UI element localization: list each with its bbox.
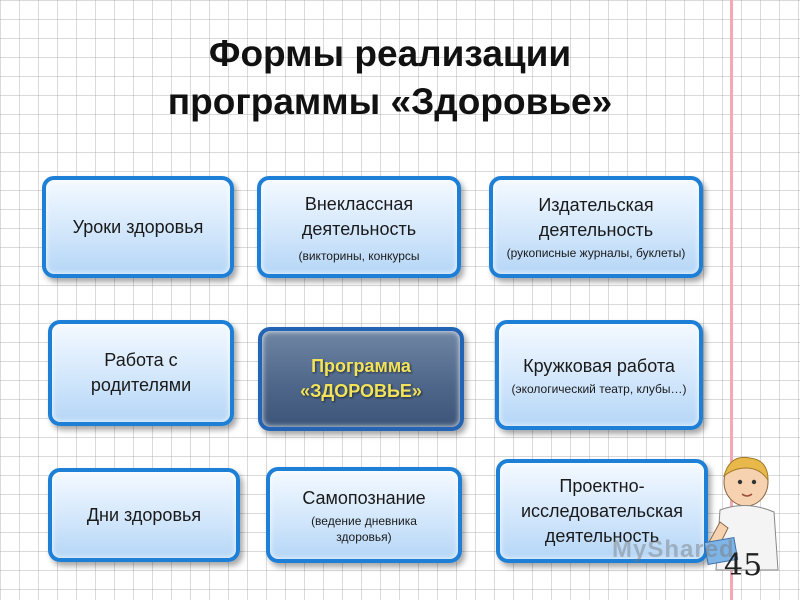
- box-parents-work-label: Работа с родителями: [90, 350, 192, 395]
- box-clubs: [495, 320, 703, 430]
- box-extracurricular-label: Внеклассная деятельность: [301, 194, 417, 239]
- box-health-days: [48, 468, 240, 562]
- box-publishing: [489, 176, 703, 278]
- box-publishing-note: (рукописные журналы, буклеты): [506, 246, 686, 260]
- box-clubs-label: Кружковая работа: [523, 355, 675, 376]
- box-health-lessons: [42, 176, 234, 278]
- box-program-center: [258, 327, 464, 431]
- slide-page-number: 45: [724, 548, 763, 583]
- box-program-center-label: Программа «ЗДОРОВЬЕ»: [300, 356, 422, 401]
- watermark-text: MyShared: [612, 536, 735, 563]
- box-health-lessons-label: Уроки здоровья: [72, 216, 204, 237]
- box-self-knowledge-note: (ведение дневника здоровья): [311, 513, 417, 544]
- title-line-2: программы «Здоровье»: [167, 81, 613, 122]
- title-line-1: Формы реализации: [208, 33, 572, 74]
- box-extracurricular-note: (викторины, конкурсы: [298, 249, 420, 263]
- page-title: [0, 30, 780, 126]
- box-health-days-label: Дни здоровья: [86, 504, 202, 525]
- box-publishing-label: Издательская деятельность: [538, 195, 654, 240]
- box-parents-work: [48, 320, 234, 426]
- box-clubs-note: (экологический театр, клубы…): [511, 381, 687, 396]
- box-project-research-label: Проектно- исследовательская деятельность: [520, 475, 684, 546]
- box-self-knowledge-label: Самопознание: [302, 487, 426, 508]
- box-extracurricular: [257, 176, 461, 278]
- box-self-knowledge: [266, 467, 462, 563]
